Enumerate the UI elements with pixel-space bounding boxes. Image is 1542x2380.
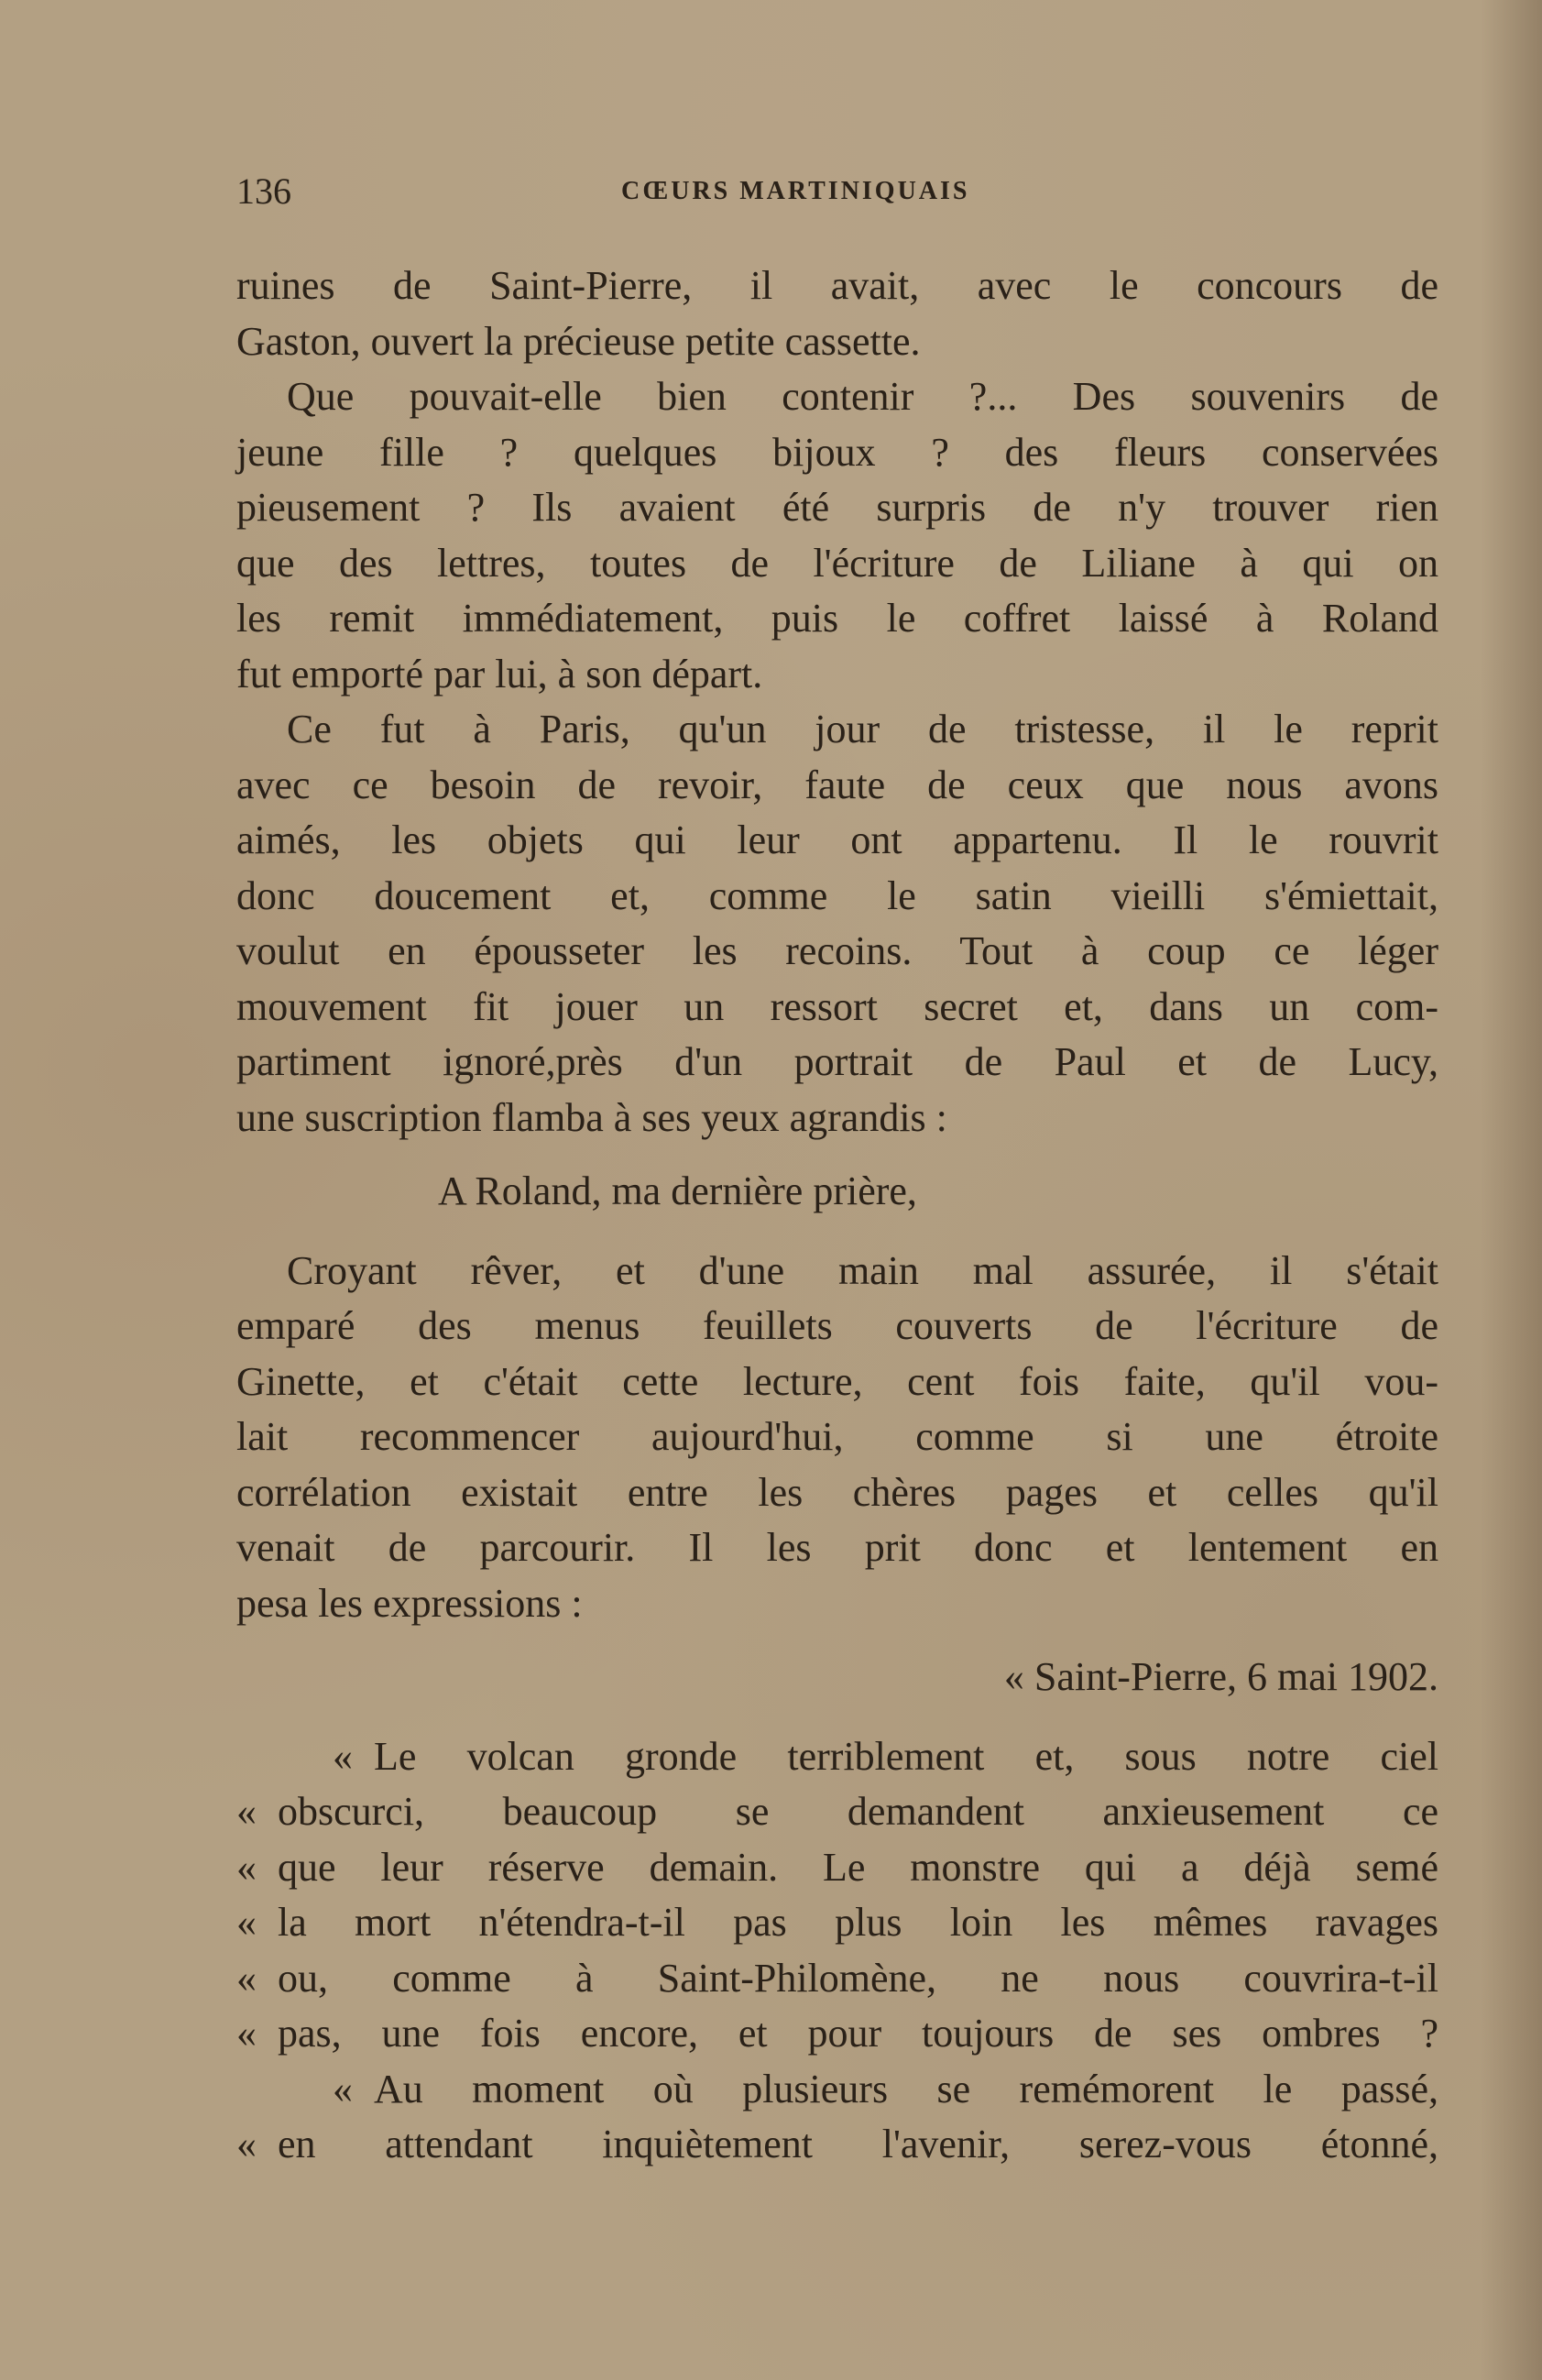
letter-line bbox=[236, 1729, 1438, 1785]
quote-mark: « bbox=[236, 2011, 257, 2056]
text-line: venait de parcourir. Il les prit donc et lentement en bbox=[236, 1525, 1438, 1570]
letter-body bbox=[236, 1729, 1438, 2173]
quote-mark: « bbox=[236, 1844, 257, 1890]
spacer bbox=[236, 1220, 1438, 1244]
quote-mark: « bbox=[236, 1789, 257, 1834]
text-line: fut emporté par lui, à son départ. bbox=[236, 651, 763, 696]
text-line: aimés, les objets qui leur ont appartenu. Il le rouvrit bbox=[236, 817, 1438, 862]
running-title: CŒURS MARTINIQUAIS bbox=[621, 177, 970, 205]
quote-mark: « bbox=[236, 1900, 257, 1945]
quote-mark: « bbox=[333, 2066, 353, 2111]
letter-line-text: pas, une fois encore, et pour toujours de ses ombres ? bbox=[278, 2011, 1438, 2056]
text-line: ruines de Saint-Pierre, il avait, avec le concours de bbox=[236, 263, 1438, 308]
spacer bbox=[236, 1146, 1438, 1164]
text-line: voulut en épousseter les recoins. Tout à coup ce léger bbox=[236, 928, 1438, 973]
text-line: que des lettres, toutes de l'écriture de Liliane à qui on bbox=[236, 540, 1438, 586]
text-line: Ce fut à Paris, qu'un jour de tristesse, il le reprit bbox=[287, 707, 1438, 751]
page-header bbox=[236, 170, 1437, 215]
text-line: avec ce besoin de revoir, faute de ceux que nous avons bbox=[236, 762, 1438, 807]
text-line: une suscription flamba à ses yeux agrandis : bbox=[236, 1094, 947, 1140]
text-line: corrélation existait entre les chères pages et celles qu'il bbox=[236, 1469, 1438, 1515]
paragraph bbox=[236, 702, 1438, 1146]
text-line: les remit immédiatement, puis le coffret laissé à Roland bbox=[236, 596, 1438, 641]
text-line: Croyant rêver, et d'une main mal assurée, il s'était bbox=[287, 1247, 1438, 1293]
quote-mark: « bbox=[333, 1733, 353, 1779]
text-line: pieusement ? Ils avaient été surpris de n'y trouver rien bbox=[236, 485, 1438, 530]
page-number: 136 bbox=[236, 170, 291, 212]
text-line: Gaston, ouvert la précieuse petite cassette. bbox=[236, 318, 921, 364]
letter-line bbox=[236, 1951, 1438, 2007]
letter-line-text: ou, comme à Saint-Philomène, ne nous couvrira-t-il bbox=[278, 1955, 1438, 2001]
letter-line bbox=[236, 2006, 1438, 2062]
text-line: Ginette, et c'était cette lecture, cent fois faite, qu'il vou- bbox=[236, 1358, 1438, 1404]
letter-line-text: que leur réserve demain. Le monstre qui a déjà semé bbox=[278, 1844, 1438, 1890]
spacer bbox=[236, 1705, 1438, 1729]
text-line: mouvement fit jouer un ressort secret et, dans un com- bbox=[236, 983, 1438, 1029]
letter-dateline: « Saint-Pierre, 6 mai 1902. bbox=[1003, 1654, 1438, 1699]
text-line: lait recommencer aujourd'hui, comme si une étroite bbox=[236, 1414, 1438, 1459]
text-line: pesa les expressions : bbox=[236, 1580, 583, 1626]
inscription: A Roland, ma dernière prière, bbox=[438, 1168, 917, 1213]
letter-line bbox=[236, 1784, 1438, 1840]
spacer bbox=[236, 1631, 1438, 1650]
text-line: emparé des menus feuillets couverts de l'écriture de bbox=[236, 1303, 1438, 1348]
page-body bbox=[236, 258, 1438, 2173]
text-line: Que pouvait-elle bien contenir ?... Des souvenirs de bbox=[287, 374, 1438, 419]
letter-line bbox=[236, 2062, 1438, 2118]
letter-line bbox=[236, 1895, 1438, 1951]
letter-line-text: la mort n'étendra-t-il pas plus loin les mêmes ravages bbox=[278, 1900, 1438, 1945]
quote-mark: « bbox=[236, 2122, 257, 2166]
letter-line-text: obscurci, beaucoup se demandent anxieusement ce bbox=[278, 1789, 1438, 1834]
letter-line-text: Le volcan gronde terriblement et, sous notre ciel bbox=[374, 1733, 1438, 1779]
text-line: donc doucement et, comme le satin vieilli s'émiettait, bbox=[236, 872, 1438, 918]
letter-line bbox=[236, 2117, 1438, 2173]
letter-line bbox=[236, 1840, 1438, 1896]
letter-line-text: Au moment où plusieurs se remémorent le passé, bbox=[374, 2066, 1438, 2111]
paragraph bbox=[236, 369, 1438, 702]
letter-line-text: en attendant inquiètement l'avenir, serez-vous étonné, bbox=[278, 2122, 1438, 2166]
text-line: jeune fille ? quelques bijoux ? des fleurs conservées bbox=[236, 429, 1438, 475]
paragraph bbox=[236, 1244, 1438, 1632]
quote-mark: « bbox=[236, 1955, 257, 2001]
text-line: partiment ignoré,près d'un portrait de Paul et de Lucy, bbox=[236, 1039, 1438, 1084]
paragraph bbox=[236, 258, 1438, 369]
